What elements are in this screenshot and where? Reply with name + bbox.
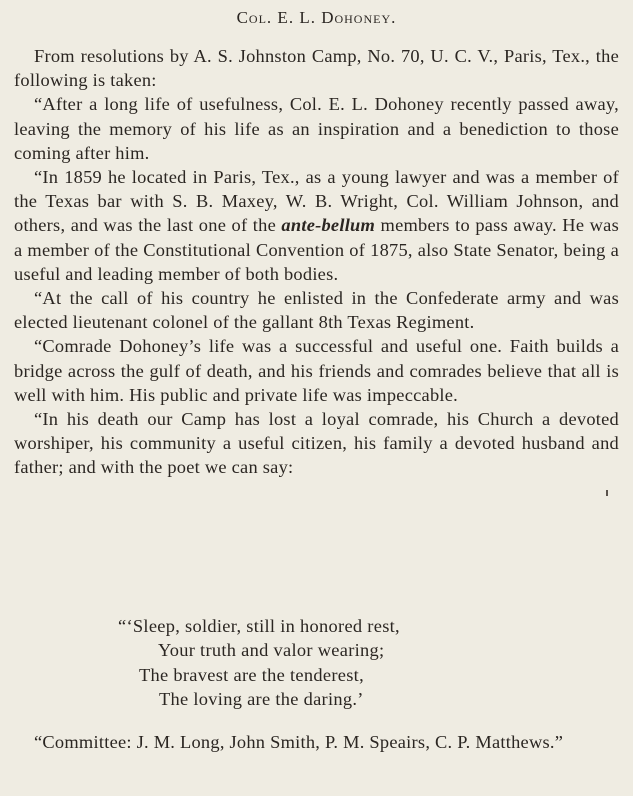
poem-quote: [0, 614, 633, 711]
paragraph-loss: “In his death our Camp has lost a loyal comrade, his Church a devoted worshiper, his community a useful citizen, his family a devoted husband and father; and with the poet we can say:: [14, 409, 619, 478]
poem-line: The bravest are the tenderest,: [139, 664, 364, 685]
paragraph-character: “Comrade Dohoney’s life was a successful and useful one. Faith builds a bridge across the gulf of death, and his friends and comrades believe that all is well with him. His public and private life was impeccable.: [14, 336, 619, 405]
intro-paragraph: From resolutions by A. S. Johnston Camp, No. 70, U. C. V., Paris, Tex., the following is taken:: [14, 46, 619, 91]
career-text-end: members to pass away. He was a member of the Constitutional Convention of 1875, also State Senator, being a useful and leading member of both bodies.: [14, 215, 619, 284]
italic-term: ante-bellum: [281, 215, 376, 236]
paragraph-career: [14, 165, 619, 286]
poem-line: “‘Sleep, soldier, still in honored rest,: [118, 616, 400, 636]
paragraph-military: “At the call of his country he enlisted in the Confederate army and was elected lieutenant colonel of the gallant 8th Texas Regiment.: [14, 288, 619, 333]
poem-line: Your truth and valor wearing;: [158, 640, 385, 661]
resolution-text: [14, 44, 619, 480]
committee-signature: “Committee: J. M. Long, John Smith, P. M. Speairs, C. P. Matthews.”: [34, 732, 564, 752]
career-text-start: “In 1859 he located in Paris, Tex., as a young lawyer and was a member of the Texas bar with S. B. Maxey, W. B. Wright, Col. William Johnson, and others, and was the last one of the: [14, 167, 619, 236]
print-mark: [606, 490, 608, 496]
page-title: Col. E. L. Dohoney.: [236, 8, 397, 27]
paragraph-usefulness: “After a long life of usefulness, Col. E. L. Dohoney recently passed away, leaving the memory of his life as an inspiration and a benediction to those coming after him.: [14, 94, 619, 163]
poem-line: The loving are the daring.’: [159, 688, 364, 709]
